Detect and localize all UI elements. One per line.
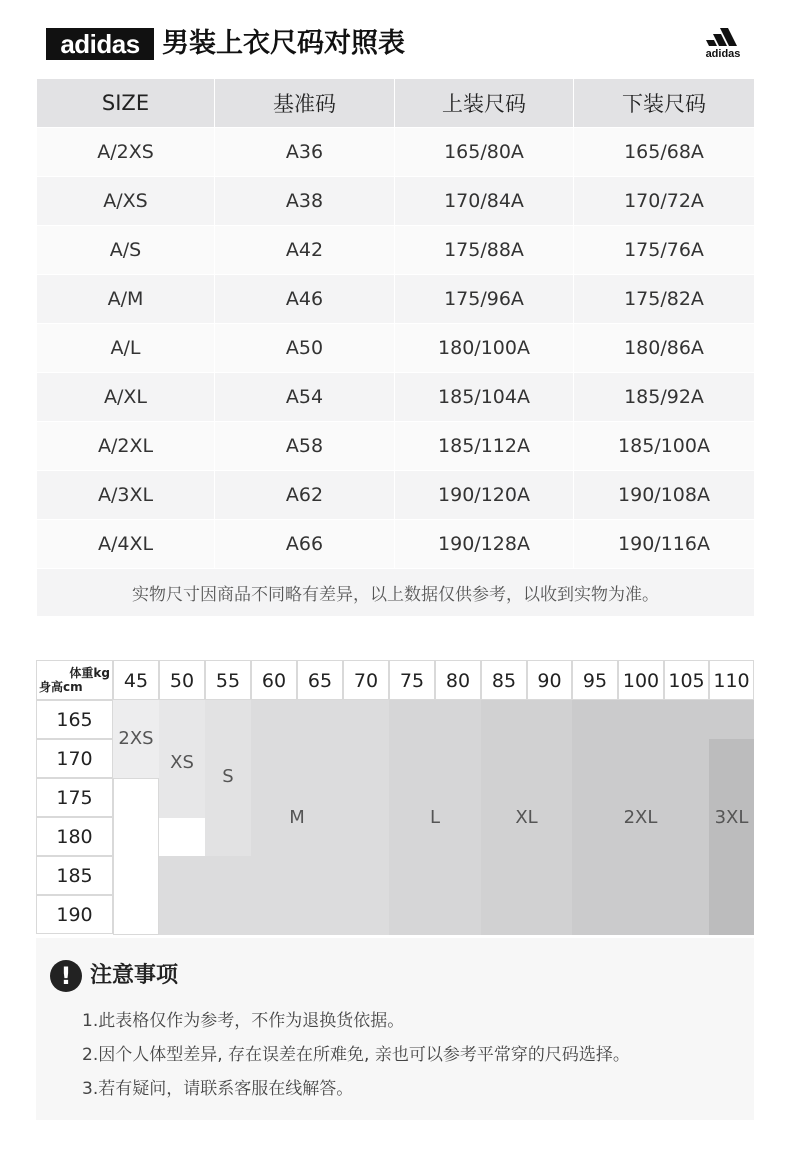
weight-header: 55 (205, 660, 251, 700)
table-cell: A66 (215, 520, 395, 569)
zone-label: 2XS (118, 728, 154, 749)
note-item: 3.若有疑问，请联系客服在线解答。 (82, 1079, 354, 1099)
zone-label: XS (170, 752, 194, 773)
adidas-logo (700, 26, 746, 62)
column-header: 基准码 (215, 79, 395, 128)
weight-header: 90 (527, 660, 572, 700)
table-cell: 190/108A (574, 471, 755, 520)
note-item: 1.此表格仅作为参考，不作为退换货依据。 (82, 1011, 405, 1031)
weight-header: 110 (709, 660, 754, 700)
table-row (37, 177, 755, 226)
table-cell: A/L (37, 324, 215, 373)
height-header: 170 (36, 739, 113, 778)
table-cell: 165/68A (574, 128, 755, 177)
weight-header: 95 (572, 660, 618, 700)
table-cell: A/3XL (37, 471, 215, 520)
table-row (37, 520, 755, 569)
table-cell: 180/100A (395, 324, 574, 373)
height-header: 175 (36, 778, 113, 817)
zone-label: 3XL (714, 807, 749, 828)
zone-label: 2XL (623, 807, 658, 828)
brand-logo: adidas (46, 28, 154, 60)
table-cell: A50 (215, 324, 395, 373)
table-note: 实物尺寸因商品不同略有差异，以上数据仅供参考，以收到实物为准。 (37, 569, 755, 617)
height-label: 身高cm (39, 680, 83, 694)
zone-label: XL (515, 807, 538, 828)
table-cell: A/2XS (37, 128, 215, 177)
table-cell: A46 (215, 275, 395, 324)
height-header: 165 (36, 700, 113, 739)
table-cell: A54 (215, 373, 395, 422)
height-header: 190 (36, 895, 113, 934)
table-cell: 185/92A (574, 373, 755, 422)
table-cell: A/S (37, 226, 215, 275)
weight-header: 50 (159, 660, 205, 700)
table-cell: 190/120A (395, 471, 574, 520)
page-title: 男装上衣尺码对照表 (162, 28, 405, 59)
table-cell: 165/80A (395, 128, 574, 177)
table-cell: 185/112A (395, 422, 574, 471)
table-cell: 170/72A (574, 177, 755, 226)
zone-label: S (222, 766, 234, 787)
zone-label: L (429, 807, 441, 828)
size-table (36, 78, 755, 617)
table-row (37, 324, 755, 373)
notes-section (36, 938, 754, 1120)
size-grid (36, 660, 754, 935)
height-header: 180 (36, 817, 113, 856)
table-cell: A/4XL (37, 520, 215, 569)
table-row (37, 471, 755, 520)
table-cell: 185/100A (574, 422, 755, 471)
column-header: 下装尺码 (574, 79, 755, 128)
table-cell: 175/96A (395, 275, 574, 324)
weight-header: 65 (297, 660, 343, 700)
zone-m-extension (159, 856, 251, 935)
table-note-row (37, 569, 755, 617)
weight-header: 45 (113, 660, 159, 700)
header (46, 26, 746, 62)
table-cell: A42 (215, 226, 395, 275)
table-cell: 190/128A (395, 520, 574, 569)
table-cell: 190/116A (574, 520, 755, 569)
column-header: SIZE (37, 79, 215, 128)
table-header-row (37, 79, 755, 128)
weight-header: 60 (251, 660, 297, 700)
column-header: 上装尺码 (395, 79, 574, 128)
empty-cell (113, 778, 159, 935)
table-cell: 175/76A (574, 226, 755, 275)
weight-header: 100 (618, 660, 664, 700)
weight-header: 70 (343, 660, 389, 700)
notes-title: 注意事项 (90, 963, 179, 988)
height-header: 185 (36, 856, 113, 895)
table-cell: A58 (215, 422, 395, 471)
table-cell: A/XL (37, 373, 215, 422)
exclamation-icon: ! (50, 960, 82, 992)
zone-2xl-extension (709, 700, 754, 739)
table-cell: 175/88A (395, 226, 574, 275)
note-item: 2.因个人体型差异, 存在误差在所难免, 亲也可以参考平常穿的尺码选择。 (82, 1045, 630, 1065)
weight-header: 105 (664, 660, 709, 700)
table-row (37, 373, 755, 422)
table-cell: A36 (215, 128, 395, 177)
table-cell: A/2XL (37, 422, 215, 471)
zone-3xl (709, 739, 754, 935)
table-row (37, 275, 755, 324)
table-row (37, 226, 755, 275)
weight-header: 85 (481, 660, 527, 700)
table-row (37, 128, 755, 177)
grid-corner (36, 660, 113, 700)
weight-header: 80 (435, 660, 481, 700)
logo-wordmark: adidas (705, 48, 741, 60)
table-cell: A62 (215, 471, 395, 520)
table-cell: A/M (37, 275, 215, 324)
table-cell: 170/84A (395, 177, 574, 226)
adidas-three-stripes-icon (706, 26, 740, 46)
table-cell: 185/104A (395, 373, 574, 422)
table-cell: 175/82A (574, 275, 755, 324)
weight-header: 75 (389, 660, 435, 700)
table-row (37, 422, 755, 471)
table-cell: A/XS (37, 177, 215, 226)
weight-label: 体重kg (69, 666, 110, 680)
table-cell: 180/86A (574, 324, 755, 373)
table-cell: A38 (215, 177, 395, 226)
zone-label: M (289, 807, 305, 828)
